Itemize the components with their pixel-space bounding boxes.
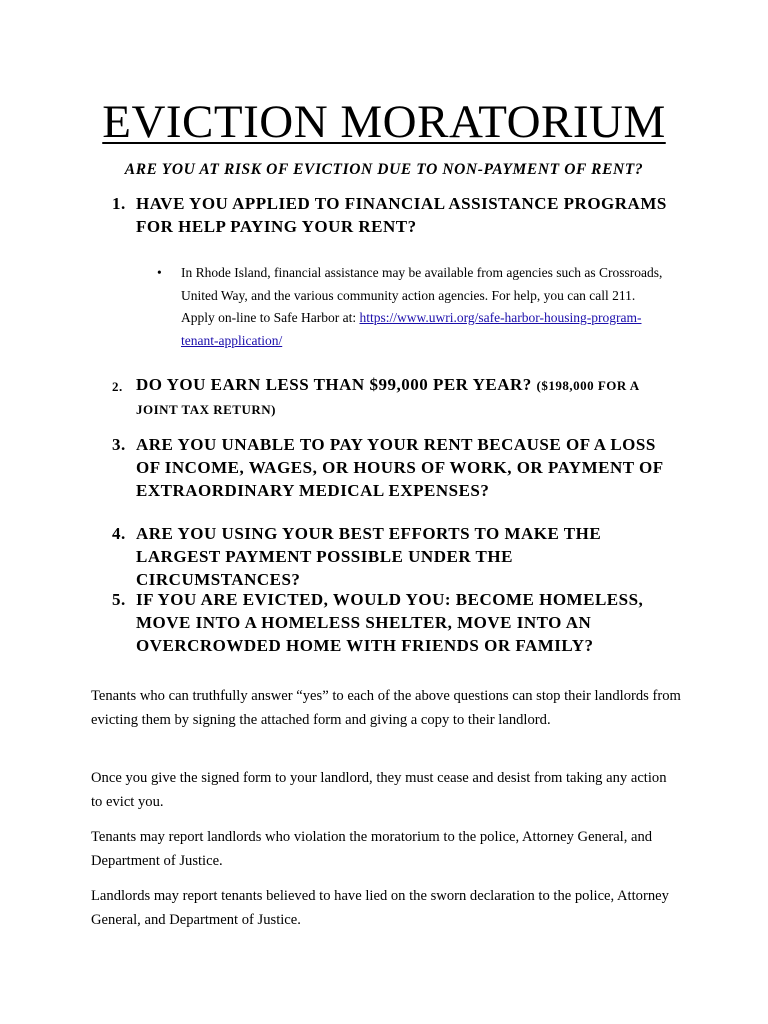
question-number: 3. [112, 435, 126, 454]
question-1 [112, 192, 682, 238]
question-number: 2. [112, 379, 123, 394]
question-text: HAVE YOU APPLIED TO FINANCIAL ASSISTANCE PROGRAMS FOR HELP PAYING YOUR RENT? [136, 194, 667, 236]
question-number: 1. [112, 194, 126, 213]
paragraph-cease-and-desist: Once you give the signed form to your landlord, they must cease and desist from taking any action to evict you. [91, 770, 667, 810]
paragraph-tenants-answer-yes: Tenants who can truthfully answer “yes” to each of the above questions can stop their landlords from evicting them by signing the attached form and giving a copy to their landlord. [91, 688, 681, 728]
assistance-info-bullet [157, 262, 670, 352]
assistance-info-text: In Rhode Island, financial assistance may be available from agencies such as Crossroads, United Way, and the various community action agencies. For help, you can call 211. Apply on-line to Safe Harbor at: [181, 265, 663, 325]
page-subtitle: ARE YOU AT RISK OF EVICTION DUE TO NON-PAYMENT OF RENT? [124, 161, 644, 178]
bullet-icon: • [157, 265, 162, 280]
question-number: 4. [112, 524, 126, 543]
question-text: ARE YOU USING YOUR BEST EFFORTS TO MAKE THE LARGEST PAYMENT POSSIBLE UNDER THE CIRCUMSTANCES? [136, 524, 602, 589]
question-4 [112, 522, 682, 591]
paragraph-report-landlords: Tenants may report landlords who violation the moratorium to the police, Attorney General, and Department of Justice. [91, 829, 653, 869]
question-text: IF YOU ARE EVICTED, WOULD YOU: BECOME HOMELESS, MOVE INTO A HOMELESS SHELTER, MOVE INTO AN OVERCROWDED HOME WITH FRIENDS OR FAMILY? [136, 590, 644, 655]
page-title: EVICTION MORATORIUM [102, 96, 666, 148]
question-2 [112, 373, 682, 421]
safe-harbor-link[interactable]: https://www.uwri.org/safe-harbor-housing-program-tenant-application/ [181, 310, 642, 348]
question-note: ($198,000 FOR A JOINT TAX RETURN) [136, 378, 639, 417]
question-text: DO YOU EARN LESS THAN $99,000 PER YEAR? [136, 375, 532, 394]
question-5 [112, 588, 682, 657]
paragraph-report-tenants: Landlords may report tenants believed to have lied on the sworn declaration to the police, Attorney General, and Department of Justice. [91, 888, 669, 928]
question-text: ARE YOU UNABLE TO PAY YOUR RENT BECAUSE OF A LOSS OF INCOME, WAGES, OR HOURS OF WORK, OR PAYMENT OF EXTRAORDINARY MEDICAL EXPENSES? [136, 435, 663, 500]
question-3 [112, 433, 682, 502]
question-number: 5. [112, 590, 126, 609]
